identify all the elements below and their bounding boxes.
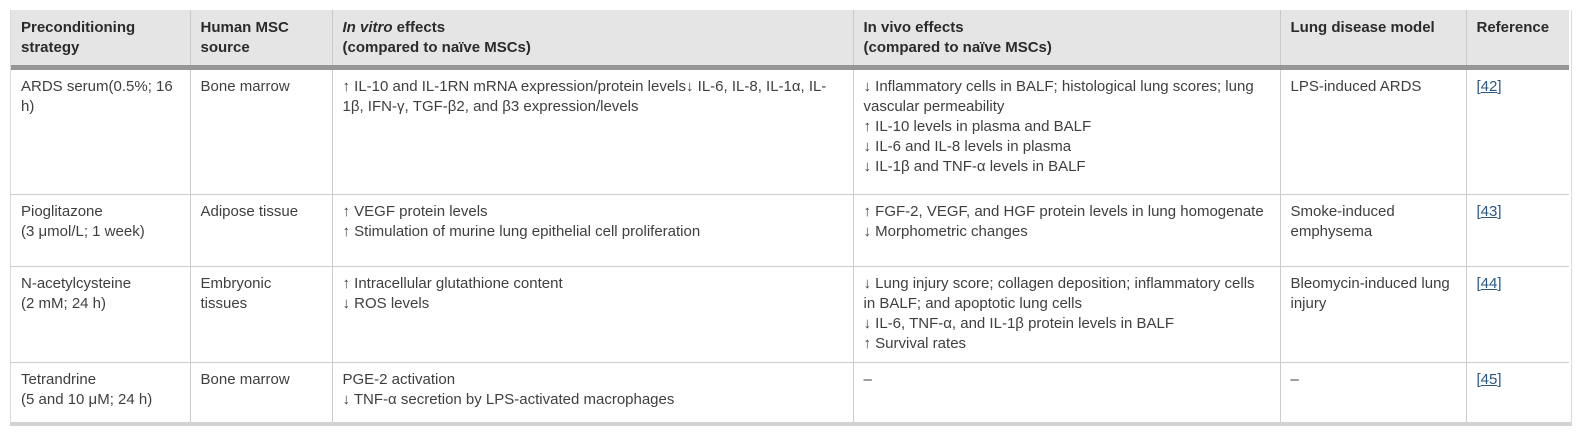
cell-preconditioning-strategy [11,195,190,267]
header-preconditioning-strategy: Preconditioning strategy [11,10,190,68]
invitro-sub-label: (compared to naïve MSCs) [342,39,531,56]
header-row [11,10,1569,68]
effect-line: ↓ IL-6 and IL-8 levels in plasma [863,138,1072,155]
effect-line: ↓ TNF-α secretion by LPS-activated macrophages [342,391,675,408]
table-row [11,363,1569,422]
strategy-line: ARDS serum(0.5%; 16 h) [21,78,173,115]
cell-disease-model: LPS-induced ARDS [1280,68,1466,195]
cell-invitro-effects [332,363,853,422]
effect-line: ↑ VEGF protein levels [342,203,488,220]
reference-link[interactable] [1477,371,1502,388]
invivo-label: In vivo effects [863,19,964,36]
cell-preconditioning-strategy [11,267,190,363]
reference-number: 44 [1480,275,1498,292]
bracket: [ [1476,78,1481,95]
cell-disease-model: – [1280,363,1466,422]
effect-line: ↑ Intracellular glutathione content [342,275,563,292]
cell-invivo-effects [853,267,1280,363]
effect-line: ↓ ROS levels [342,295,430,312]
effect-line: ↓ Inflammatory cells in BALF; histological lung scores; lung vascular permeability [863,78,1254,115]
cell-msc-source: Bone marrow [190,68,332,195]
cell-invitro-effects [332,68,853,195]
cell-msc-source: Bone marrow [190,363,332,422]
msc-preconditioning-table [11,10,1569,422]
header-msc-source: Human MSC source [190,10,332,68]
reference-link[interactable] [1477,275,1502,292]
strategy-line: Pioglitazone [21,203,103,220]
cell-invivo-effects [853,68,1280,195]
cell-invitro-effects [332,195,853,267]
invivo-sub-label: (compared to naïve MSCs) [863,39,1052,56]
cell-disease-model: Smoke-induced emphysema [1280,195,1466,267]
effect-line: ↓ Lung injury score; collagen deposition; inflammatory cells in BALF; and apoptotic lung cells [863,275,1255,312]
bracket: ] [1497,371,1502,388]
effect-line: ↑ Stimulation of murine lung epithelial cell proliferation [342,223,701,240]
cell-reference [1466,267,1569,363]
cell-reference [1466,68,1569,195]
table-row [11,195,1569,267]
effect-line: ↓ Morphometric changes [863,223,1028,240]
cell-reference [1466,363,1569,422]
cell-invivo-effects [853,195,1280,267]
header-reference: Reference [1466,10,1569,68]
effect-line: ↓ IL-1β and TNF-α levels in BALF [863,158,1086,175]
effect-line: ↑ IL-10 and IL-1RN mRNA expression/protein levels↓ IL-6, IL-8, IL-1α, IL-1β, IFN-γ, TGF-β2, and β3 expression/levels [342,78,827,115]
strategy-line: (5 and 10 μM; 24 h) [21,391,153,408]
effect-line: PGE-2 activation [342,371,456,388]
cell-preconditioning-strategy [11,68,190,195]
cell-preconditioning-strategy [11,363,190,422]
invitro-italic-label: In vitro [342,19,393,36]
bracket: [ [1476,275,1481,292]
strategy-line: N-acetylcysteine [21,275,132,292]
table-row [11,267,1569,363]
table-row [11,68,1569,195]
reference-link[interactable] [1477,203,1502,220]
effect-line: ↑ IL-10 levels in plasma and BALF [863,118,1092,135]
cell-msc-source: Adipose tissue [190,195,332,267]
cell-invivo-effects [853,363,1280,422]
reference-number: 45 [1480,371,1498,388]
cell-invitro-effects [332,267,853,363]
strategy-line: (2 mM; 24 h) [21,295,107,312]
cell-disease-model: Bleomycin-induced lung injury [1280,267,1466,363]
bracket: [ [1476,371,1481,388]
reference-number: 43 [1480,203,1498,220]
bracket: ] [1497,203,1502,220]
strategy-line: Tetrandrine [21,371,97,388]
effect-line: ↑ Survival rates [863,335,967,352]
reference-number: 42 [1480,78,1498,95]
bracket: ] [1497,78,1502,95]
header-invitro-effects [332,10,853,68]
cell-reference [1466,195,1569,267]
msc-preconditioning-table-wrap [10,10,1572,426]
effect-line: ↓ IL-6, TNF-α, and IL-1β protein levels in BALF [863,315,1174,332]
bracket: [ [1476,203,1481,220]
invitro-rest-label: effects [392,19,446,36]
bracket: ] [1497,275,1502,292]
header-lung-disease-model: Lung disease model [1280,10,1466,68]
effect-line: – [863,371,872,388]
header-invivo-effects [853,10,1280,68]
cell-msc-source: Embryonic tissues [190,267,332,363]
reference-link[interactable] [1477,78,1502,95]
strategy-line: (3 μmol/L; 1 week) [21,223,145,240]
effect-line: ↑ FGF-2, VEGF, and HGF protein levels in lung homogenate [863,203,1264,220]
